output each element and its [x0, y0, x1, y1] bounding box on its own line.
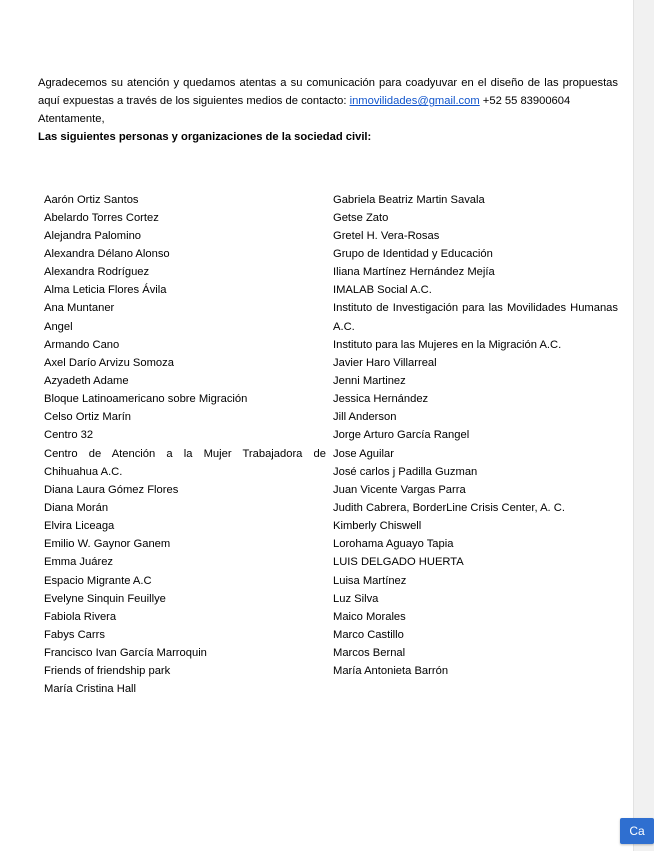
taskbar-window-chip[interactable]: Ca: [620, 818, 654, 844]
list-item: Axel Darío Arvizu Somoza: [44, 356, 174, 369]
list-item: Diana Laura Gómez Flores: [44, 483, 179, 496]
list-item: Jose Aguilar: [333, 447, 394, 460]
list-item: Evelyne Sinquin Feuillye: [44, 592, 166, 605]
list-item: Lorohama Aguayo Tapia: [333, 538, 454, 551]
list-item: Friends of friendship park: [44, 665, 171, 678]
paragraph-text-part2: +52 55 83900604: [479, 95, 571, 108]
list-item: Gabriela Beatriz Martin Savala: [333, 193, 485, 206]
list-item: Alexandra Délano Alonso: [44, 247, 170, 260]
signers-column-left: [44, 191, 326, 699]
closing-paragraph: [38, 74, 618, 110]
list-item: Alejandra Palomino: [44, 229, 142, 242]
contact-email-link[interactable]: inmovilidades@gmail.com: [349, 95, 480, 108]
list-item: Maico Morales: [333, 610, 406, 623]
list-item: Fabiola Rivera: [44, 610, 117, 623]
list-item: Marco Castillo: [333, 628, 404, 641]
salutation-text: Atentamente,: [38, 113, 105, 126]
list-item: Judith Cabrera, BorderLine Crisis Center, A. C.: [333, 501, 565, 514]
list-item: Centro de Atención a la Mujer Trabajadora de Chihuahua A.C.: [44, 447, 326, 478]
list-item: Jenni Martinez: [333, 374, 406, 387]
list-item: Jorge Arturo García Rangel: [333, 429, 470, 442]
list-item: Emma Juárez: [44, 556, 114, 569]
list-item: Bloque Latinoamericano sobre Migración: [44, 393, 248, 406]
list-item: Luisa Martínez: [333, 574, 407, 587]
list-item: Kimberly Chiswell: [333, 520, 422, 533]
list-item: José carlos j Padilla Guzman: [333, 465, 478, 478]
list-item: Iliana Martínez Hernández Mejía: [333, 266, 495, 279]
list-item: LUIS DELGADO HUERTA: [333, 556, 464, 569]
list-item: Aarón Ortiz Santos: [44, 193, 139, 206]
page-right-gutter: [633, 0, 654, 851]
list-item: Abelardo Torres Cortez: [44, 211, 159, 224]
list-item: Juan Vicente Vargas Parra: [333, 483, 466, 496]
list-item: Jill Anderson: [333, 411, 397, 424]
list-item: Alma Leticia Flores Ávila: [44, 284, 167, 297]
list-item: Marcos Bernal: [333, 647, 406, 660]
list-item: Diana Morán: [44, 501, 109, 514]
list-item: Javier Haro Villarreal: [333, 356, 437, 369]
list-item: Espacio Migrante A.C: [44, 574, 152, 587]
list-item: Armando Cano: [44, 338, 120, 351]
list-item: Azyadeth Adame: [44, 374, 129, 387]
list-item: Getse Zato: [333, 211, 389, 224]
list-item: Alexandra Rodríguez: [44, 266, 150, 279]
list-item: María Antonieta Barrón: [333, 665, 449, 678]
list-item: Instituto para las Mujeres en la Migración A.C.: [333, 338, 562, 351]
list-item: Francisco Ivan García Marroquin: [44, 647, 207, 660]
list-item: IMALAB Social A.C.: [333, 284, 432, 297]
list-item: Grupo de Identidad y Educación: [333, 247, 493, 260]
document-body: [38, 74, 618, 696]
list-item: Jessica Hernández: [333, 393, 429, 406]
list-item: Luz Silva: [333, 592, 379, 605]
list-item: Angel: [44, 320, 73, 333]
list-item: Gretel H. Vera-Rosas: [333, 229, 440, 242]
signers-column-right: [333, 191, 618, 681]
list-item: Celso Ortiz Marín: [44, 411, 132, 424]
paragraph-text-part1: Agradecemos su atención y quedamos atentas a su comunicación para coadyuvar en el diseño de las propuestas aquí expuestas a través de los siguientes medios de contacto:: [38, 77, 618, 108]
list-item: Elvira Liceaga: [44, 520, 115, 533]
list-item: Centro 32: [44, 429, 94, 442]
list-item: Emilio W. Gaynor Ganem: [44, 538, 171, 551]
list-item: Fabys Carrs: [44, 628, 105, 641]
list-item: Instituto de Investigación para las Movilidades Humanas A.C.: [333, 302, 618, 333]
signers-heading: Las siguientes personas y organizaciones de la sociedad civil:: [38, 131, 372, 144]
list-item: Ana Muntaner: [44, 302, 115, 315]
list-item: María Cristina Hall: [44, 683, 137, 696]
